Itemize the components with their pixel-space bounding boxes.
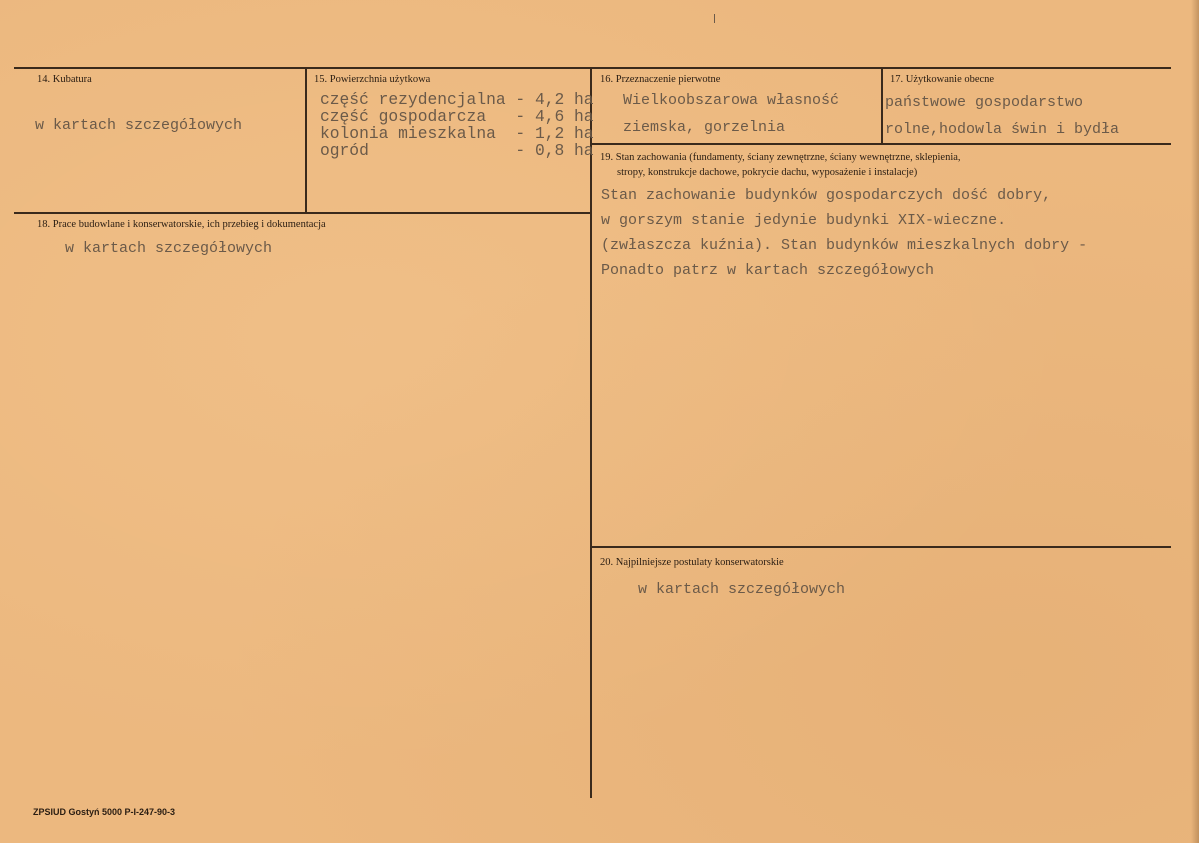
field-17-line-1: państwowe gospodarstwo bbox=[885, 94, 1084, 111]
field-14-value: w kartach szczegółowych bbox=[35, 117, 243, 134]
field-19-line-4: Ponadto patrz w kartach szczegółowych bbox=[601, 262, 935, 279]
field-20-value: w kartach szczegółowych bbox=[638, 581, 846, 598]
field-17-line-2: rolne,hodowla świn i bydła bbox=[885, 121, 1120, 138]
field-19-label-line-2: stropy, konstrukcje dachowe, pokrycie dachu, wyposażenie i instalacje) bbox=[617, 167, 918, 178]
divider-main bbox=[590, 67, 592, 798]
field-18-value: w kartach szczegółowych bbox=[65, 240, 273, 257]
paper-mark bbox=[714, 14, 715, 23]
field-19-line-3: (zwłaszcza kuźnia). Stan budynków mieszkalnych dobry - bbox=[601, 237, 1088, 254]
top-rule bbox=[14, 67, 1171, 69]
rule-under-14-15 bbox=[14, 212, 592, 214]
field-15-label: 15. Powierzchnia użytkowa bbox=[314, 74, 431, 85]
field-18-label: 18. Prace budowlane i konserwatorskie, ich przebieg i dokumentacja bbox=[37, 219, 326, 230]
divider-16-17 bbox=[881, 67, 883, 144]
field-14-label: 14. Kubatura bbox=[37, 74, 92, 85]
paper-edge-shadow bbox=[1191, 0, 1199, 843]
field-19-line-1: Stan zachowanie budynków gospodarczych dość dobry, bbox=[601, 187, 1052, 204]
field-16-line-2: ziemska, gorzelnia bbox=[623, 119, 786, 136]
field-15-line-2: część gospodarcza - 4,6 ha bbox=[320, 107, 594, 126]
printer-imprint: ZPSIUD Gostyń 5000 P-I-247-90-3 bbox=[33, 807, 176, 817]
field-15-line-4: ogród - 0,8 ha bbox=[320, 141, 594, 160]
field-17-label: 17. Użytkowanie obecne bbox=[890, 74, 995, 85]
field-16-line-1: Wielkoobszarowa własność bbox=[623, 92, 840, 109]
rule-above-20 bbox=[592, 546, 1171, 548]
field-20-label: 20. Najpilniejsze postulaty konserwatorskie bbox=[600, 557, 784, 568]
field-16-label: 16. Przeznaczenie pierwotne bbox=[600, 74, 721, 85]
field-19-label-line-1: 19. Stan zachowania (fundamenty, ściany zewnętrzne, ściany wewnętrzne, sklepienia, bbox=[600, 152, 961, 163]
divider-14-15 bbox=[305, 67, 307, 213]
field-19-line-2: w gorszym stanie jedynie budynki XIX-wieczne. bbox=[601, 212, 1007, 229]
field-15-line-3: kolonia mieszkalna - 1,2 ha bbox=[320, 124, 594, 143]
field-15-line-1: część rezydencjalna - 4,2 ha bbox=[320, 90, 594, 109]
